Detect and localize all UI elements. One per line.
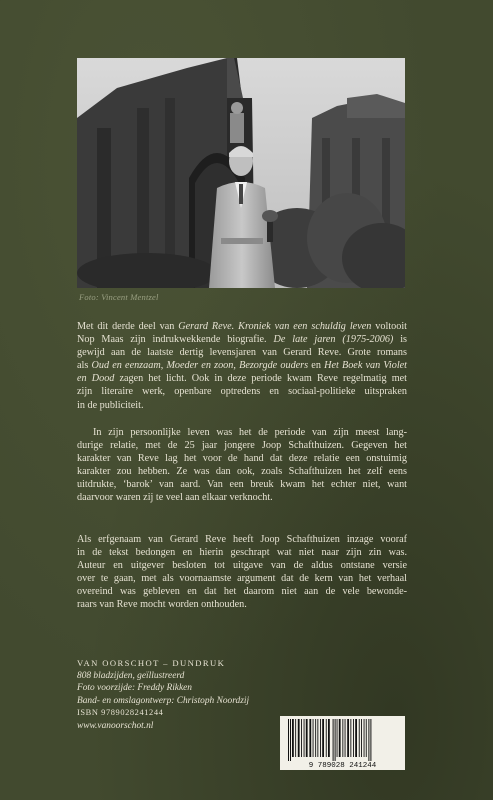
barcode-bar xyxy=(353,719,354,757)
text-line: overeind was gebleven en dat het daarom niet aan de vele bewonde- xyxy=(77,586,407,598)
barcode-bar xyxy=(335,719,336,761)
author-photo xyxy=(77,58,405,288)
blurb-paragraph-1 xyxy=(77,320,407,412)
text-line: Auteur en uitgever besloten tot uitgave van de aldus ontstane versie xyxy=(77,560,407,572)
barcode-bar xyxy=(317,719,318,757)
barcode-bar xyxy=(366,719,367,757)
barcode-bar xyxy=(345,719,346,757)
barcode-bar xyxy=(306,719,308,757)
barcode-bar xyxy=(320,719,321,757)
photo-credit: Foto voorzijde: Freddy Rikken xyxy=(77,683,192,694)
barcode-bar xyxy=(359,719,360,757)
isbn: ISBN 9789028241244 xyxy=(77,708,164,718)
barcode-bar xyxy=(315,719,316,757)
barcode-bar xyxy=(355,719,357,757)
barcode-bar xyxy=(361,719,362,757)
text-line: Nop Maas zijn indrukwekkende biografie. De late jaren (1975-2006) is xyxy=(77,334,407,346)
blurb-paragraph-2 xyxy=(77,426,407,505)
barcode-bar xyxy=(301,719,302,757)
barcode-bar xyxy=(326,719,327,757)
barcode-bar xyxy=(304,719,305,757)
text-line: karakter zou hebben. Ze was dan ook, zoals Schafthuizen het zelf eens xyxy=(77,466,407,478)
barcode-bar xyxy=(328,719,330,757)
blurb-paragraph-3 xyxy=(77,533,407,612)
text-line: karakter van Reve lag het voor de hand dat deze relatie een onstuimig xyxy=(77,453,407,465)
barcode-bar xyxy=(309,719,311,757)
text-line: over te gaan, met als voornaamste argument dat de kern van het verhaal xyxy=(77,573,407,585)
barcode-bar xyxy=(313,719,314,757)
text-line: in de tekst bedongen en hierin geschrapt wat niet naar zijn zin was. xyxy=(77,547,407,559)
text-line: Als erfgenaam van Gerard Reve heeft Joop Schafthuizen inzage vooraf xyxy=(77,534,407,545)
barcode-bar xyxy=(322,719,324,757)
text-line: als Oud en eenzaam, Moeder en zoon, Bezorgde ouders en Het Boek van Violet xyxy=(77,360,407,372)
text-line: gewijd aan de laatste dertig levensjaren van Gerard Reve. Grote romans xyxy=(77,347,407,359)
barcode-bar xyxy=(368,719,369,761)
isbn-barcode xyxy=(280,716,405,770)
barcode-bar xyxy=(370,719,371,761)
barcode-graphic xyxy=(280,716,405,770)
barcode-bar xyxy=(339,719,341,757)
page-count: 808 bladzijden, geïllustreerd xyxy=(77,670,185,681)
text-line: raars van Reve mocht worden onthouden. xyxy=(77,599,247,611)
design-credit: Band- en omslagontwerp: Christoph Noordzij xyxy=(77,695,250,706)
text-line: durige relatie, met de 25 jaar jongere Joop Schafthuizen. Gegeven het xyxy=(77,440,407,452)
barcode-bar xyxy=(295,719,296,757)
publisher-name: VAN OORSCHOT – DUNDRUK xyxy=(77,658,226,668)
text-line: In zijn persoonlijke leven was het de periode van zijn meest lang- xyxy=(93,427,407,438)
text-line: in de publiciteit. xyxy=(77,399,144,411)
barcode-bar xyxy=(364,719,365,757)
barcode-bar xyxy=(337,719,338,757)
barcode-digits: 9 789028 241244 xyxy=(308,762,377,770)
barcode-bar xyxy=(288,719,289,761)
barcode-bar xyxy=(350,719,351,757)
barcode-bar xyxy=(298,719,300,757)
photo-caption: Foto: Vincent Mentzel xyxy=(79,292,159,302)
barcode-bar xyxy=(342,719,343,757)
barcode-bar xyxy=(347,719,349,757)
text-line: en Dood zagen het licht. Ook in deze periode kwam Reve regelmatig met xyxy=(77,373,407,385)
barcode-bar xyxy=(292,719,294,757)
website: www.vanoorschot.nl xyxy=(77,720,154,731)
text-line: daarvoor waren zij te veel aan elkaar verknocht. xyxy=(77,492,273,504)
barcode-bar xyxy=(333,719,334,761)
author-photo-illustration xyxy=(77,58,405,288)
text-line: uitdrukte, ‘barok’ van aard. Van een breuk kwam het echter niet, want xyxy=(77,479,407,491)
colophon xyxy=(77,657,249,733)
text-line: Met dit derde deel van Gerard Reve. Kroniek van een schuldig leven voltooit xyxy=(77,321,408,332)
barcode-bar xyxy=(290,719,291,761)
text-line: zijn literaire werk, openbare optredens en sociaal-politieke uitspraken xyxy=(77,386,407,398)
